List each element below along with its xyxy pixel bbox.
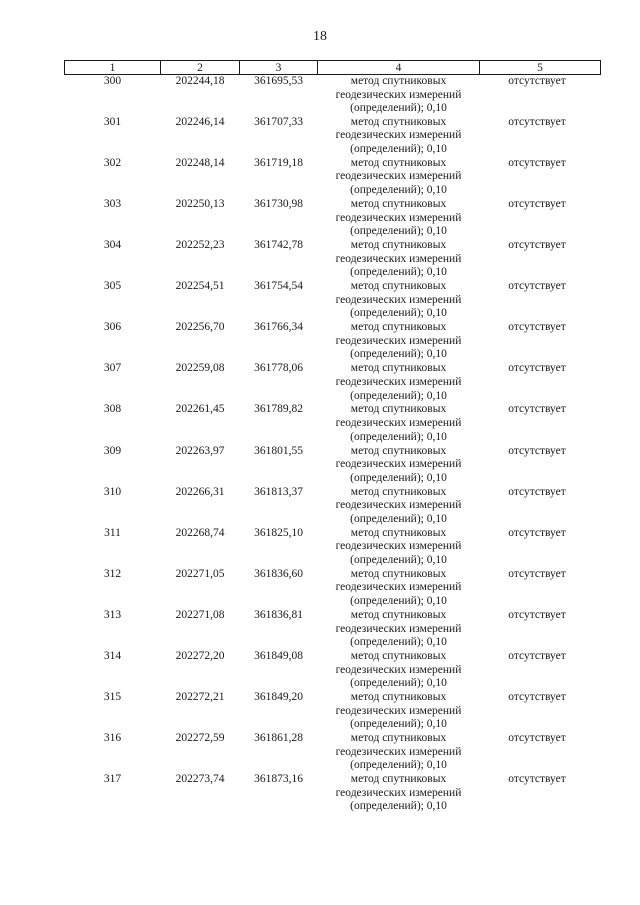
x-coordinate-cell: 202252,23 bbox=[175, 239, 225, 252]
method-cell: метод спутниковых геодезических измерений (определений); 0,10 bbox=[335, 197, 462, 238]
point-number-cell: 307 bbox=[103, 362, 122, 375]
point-number-cell: 309 bbox=[103, 444, 122, 457]
y-coordinate-cell: 361813,37 bbox=[254, 485, 303, 498]
method-cell: метод спутниковых геодезических измерений (определений); 0,10 bbox=[335, 403, 462, 443]
point-number-cell: 313 bbox=[103, 608, 122, 621]
table-row bbox=[65, 157, 601, 198]
column-header-1: 1 bbox=[65, 61, 161, 75]
y-coordinate-cell: 361825,10 bbox=[254, 526, 303, 539]
y-coordinate-cell: 361801,55 bbox=[254, 444, 303, 457]
point-number-cell: 304 bbox=[103, 239, 122, 252]
description-cell: отсутствует bbox=[508, 485, 566, 498]
description-cell: отсутствует bbox=[508, 403, 566, 416]
coordinates-table bbox=[64, 60, 601, 814]
y-coordinate-cell: 361873,16 bbox=[254, 773, 303, 786]
description-cell: отсутствует bbox=[508, 608, 566, 621]
description-cell: отсутствует bbox=[508, 239, 566, 252]
column-header-2: 2 bbox=[161, 61, 240, 75]
y-coordinate-cell: 361778,06 bbox=[254, 362, 303, 375]
description-cell: отсутствует bbox=[508, 691, 566, 704]
y-coordinate-cell: 361836,60 bbox=[254, 567, 303, 580]
method-cell: метод спутниковых геодезических измерений (определений); 0,10 bbox=[335, 773, 462, 813]
point-number-cell: 310 bbox=[103, 485, 122, 498]
description-cell: отсутствует bbox=[508, 526, 566, 539]
description-cell: отсутствует bbox=[508, 567, 566, 580]
x-coordinate-cell: 202272,59 bbox=[175, 732, 225, 745]
point-number-cell: 316 bbox=[103, 732, 122, 745]
method-cell: метод спутниковых геодезических измерений (определений); 0,10 bbox=[335, 732, 462, 772]
table-row bbox=[65, 568, 601, 609]
table-row bbox=[65, 198, 601, 239]
x-coordinate-cell: 202259,08 bbox=[175, 362, 225, 375]
method-cell: метод спутниковых геодезических измерений (определений); 0,10 bbox=[335, 75, 462, 115]
point-number-cell: 317 bbox=[103, 773, 122, 786]
method-cell: метод спутниковых геодезических измерений (определений); 0,10 bbox=[335, 567, 462, 607]
column-header-5: 5 bbox=[480, 61, 601, 75]
method-cell: метод спутниковых геодезических измерений (определений); 0,10 bbox=[335, 608, 462, 649]
point-number-cell: 308 bbox=[103, 403, 122, 416]
table-row bbox=[65, 773, 601, 814]
description-cell: отсутствует bbox=[508, 75, 566, 87]
method-cell: метод спутниковых геодезических измерений (определений); 0,10 bbox=[335, 526, 462, 566]
x-coordinate-cell: 202271,08 bbox=[175, 608, 225, 621]
y-coordinate-cell: 361730,98 bbox=[254, 197, 303, 210]
table-row bbox=[65, 527, 601, 568]
y-coordinate-cell: 361789,82 bbox=[254, 403, 303, 416]
method-cell: метод спутниковых геодезических измерений (определений); 0,10 bbox=[335, 691, 462, 731]
point-number-cell: 300 bbox=[103, 75, 122, 87]
table-body bbox=[65, 75, 601, 815]
y-coordinate-cell: 361849,20 bbox=[254, 691, 303, 704]
description-cell: отсутствует bbox=[508, 732, 566, 745]
column-header-3: 3 bbox=[240, 61, 318, 75]
y-coordinate-cell: 361719,18 bbox=[254, 156, 303, 169]
description-cell: отсутствует bbox=[508, 321, 566, 334]
point-number-cell: 305 bbox=[103, 280, 122, 293]
y-coordinate-cell: 361861,28 bbox=[254, 732, 303, 745]
column-header-4: 4 bbox=[318, 61, 480, 75]
description-cell: отсутствует bbox=[508, 650, 566, 662]
point-number-cell: 311 bbox=[104, 526, 121, 539]
y-coordinate-cell: 361707,33 bbox=[254, 115, 303, 128]
description-cell: отсутствует bbox=[508, 444, 566, 457]
table-row bbox=[65, 403, 601, 444]
x-coordinate-cell: 202268,74 bbox=[175, 526, 225, 539]
x-coordinate-cell: 202272,20 bbox=[175, 650, 225, 662]
table-row bbox=[65, 362, 601, 403]
y-coordinate-cell: 361766,34 bbox=[254, 321, 303, 334]
x-coordinate-cell: 202246,14 bbox=[175, 115, 225, 128]
x-coordinate-cell: 202273,74 bbox=[175, 773, 225, 786]
page-number: 18 bbox=[313, 29, 327, 44]
x-coordinate-cell: 202271,05 bbox=[175, 567, 225, 580]
description-cell: отсутствует bbox=[508, 362, 566, 375]
method-cell: метод спутниковых геодезических измерений (определений); 0,10 bbox=[335, 485, 462, 525]
description-cell: отсутствует bbox=[508, 115, 566, 128]
method-cell: метод спутниковых геодезических измерений (определений); 0,10 bbox=[335, 362, 462, 402]
method-cell: метод спутниковых геодезических измерений (определений); 0,10 bbox=[335, 650, 462, 690]
x-coordinate-cell: 202256,70 bbox=[175, 321, 225, 334]
table-row bbox=[65, 445, 601, 486]
method-cell: метод спутниковых геодезических измерений (определений); 0,10 bbox=[335, 321, 462, 361]
x-coordinate-cell: 202250,13 bbox=[175, 197, 225, 210]
point-number-cell: 306 bbox=[103, 321, 122, 334]
y-coordinate-cell: 361695,53 bbox=[254, 75, 303, 87]
y-coordinate-cell: 361849,08 bbox=[254, 650, 303, 662]
method-cell: метод спутниковых геодезических измерений (определений); 0,10 bbox=[335, 239, 462, 279]
y-coordinate-cell: 361742,78 bbox=[254, 239, 303, 252]
description-cell: отсутствует bbox=[508, 156, 566, 169]
x-coordinate-cell: 202254,51 bbox=[175, 280, 225, 293]
table-row bbox=[65, 239, 601, 280]
x-coordinate-cell: 202261,45 bbox=[175, 403, 225, 416]
table-row bbox=[65, 609, 601, 650]
x-coordinate-cell: 202272,21 bbox=[175, 691, 225, 704]
table-row bbox=[65, 75, 601, 116]
table-row bbox=[65, 732, 601, 773]
table-row bbox=[65, 691, 601, 732]
x-coordinate-cell: 202263,97 bbox=[175, 444, 225, 457]
point-number-cell: 301 bbox=[103, 115, 122, 128]
method-cell: метод спутниковых геодезических измерений (определений); 0,10 bbox=[335, 115, 462, 155]
table-row bbox=[65, 650, 601, 691]
point-number-cell: 314 bbox=[103, 650, 122, 662]
method-cell: метод спутниковых геодезических измерений (определений); 0,10 bbox=[335, 444, 462, 484]
method-cell: метод спутниковых геодезических измерений (определений); 0,10 bbox=[335, 156, 462, 197]
point-number-cell: 302 bbox=[103, 156, 122, 169]
y-coordinate-cell: 361754,54 bbox=[254, 280, 303, 293]
y-coordinate-cell: 361836,81 bbox=[254, 608, 303, 621]
table-row bbox=[65, 321, 601, 362]
method-cell: метод спутниковых геодезических измерений (определений); 0,10 bbox=[335, 280, 462, 320]
description-cell: отсутствует bbox=[508, 773, 566, 786]
x-coordinate-cell: 202266,31 bbox=[175, 485, 225, 498]
x-coordinate-cell: 202248,14 bbox=[175, 156, 225, 169]
table-row bbox=[65, 116, 601, 157]
point-number-cell: 315 bbox=[103, 691, 122, 704]
point-number-cell: 312 bbox=[103, 567, 122, 580]
point-number-cell: 303 bbox=[103, 197, 122, 210]
description-cell: отсутствует bbox=[508, 280, 566, 293]
table-row bbox=[65, 280, 601, 321]
table-row bbox=[65, 486, 601, 527]
table-header-row bbox=[65, 61, 601, 75]
x-coordinate-cell: 202244,18 bbox=[175, 75, 225, 87]
description-cell: отсутствует bbox=[508, 197, 566, 210]
